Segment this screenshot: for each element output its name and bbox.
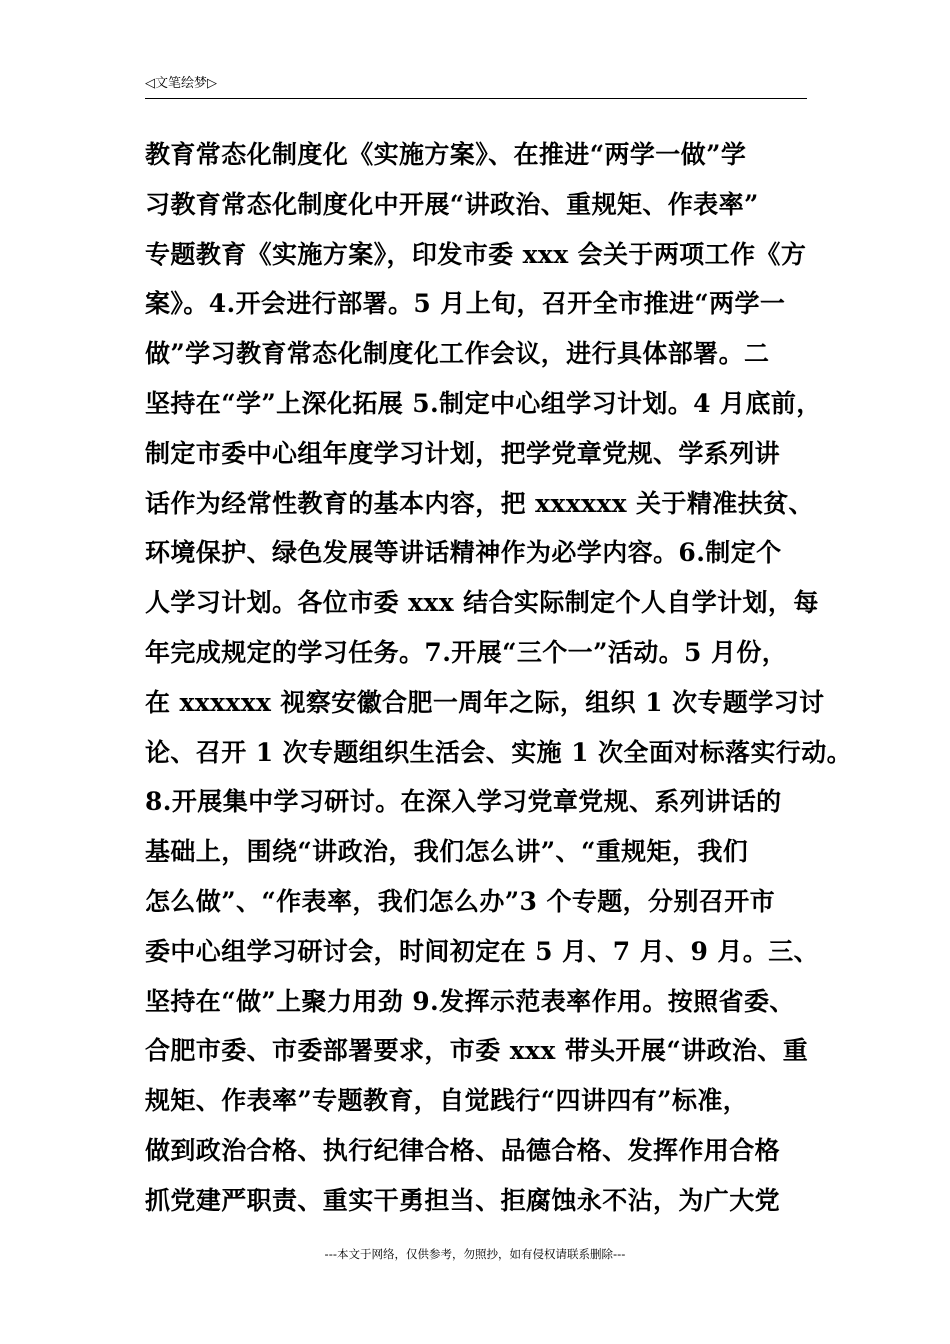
body-line: 人学习计划。各位市委 xxx 结合实际制定个人自学计划，每 <box>145 588 819 618</box>
body-line: 做”学习教育常态化制度化工作会议，进行具体部署。二 <box>145 339 770 369</box>
footer-disclaimer: ---本文于网络，仅供参考，勿照抄，如有侵权请联系删除--- <box>324 1247 626 1261</box>
body-line: 话作为经常性教育的基本内容，把 xxxxxx 关于精准扶贫、 <box>145 488 814 518</box>
page-header <box>145 72 807 99</box>
body-line: 合肥市委、市委部署要求，市委 xxx 带头开展“讲政治、重 <box>145 1036 809 1066</box>
body-line: 在 xxxxxx 视察安徽合肥一周年之际，组织 1 次专题学习讨 <box>145 687 825 717</box>
header-brand: ◁文笔绘梦▷ <box>145 76 217 91</box>
body-line: 案》。4.开会进行部署。5 月上旬，召开全市推进“两学一 <box>145 289 786 319</box>
body-line: 怎么做”、“作表率，我们怎么办”3 个专题，分别召开市 <box>145 886 776 916</box>
body-line: 坚持在“学”上深化拓展 5.制定中心组学习计划。4 月底前， <box>145 388 822 418</box>
body-line: 论、召开 1 次专题组织生活会、实施 1 次全面对标落实行动。 <box>145 737 853 767</box>
body-line: 教育常态化制度化《实施方案》、在推进“两学一做”学 <box>145 140 747 169</box>
body-line: 做到政治合格、执行纪律合格、品德合格、发挥作用合格 <box>145 1135 781 1165</box>
body-line: 制定市委中心组年度学习计划，把学党章党规、学系列讲 <box>145 438 781 468</box>
body-line: 抓党建严职责、重实干勇担当、拒腐蚀永不沾，为广大党 <box>145 1185 781 1215</box>
body-line: 习教育常态化制度化中开展“讲政治、重规矩、作表率” <box>145 189 759 219</box>
body-line: 8.开展集中学习研讨。在深入学习党章党规、系列讲话的 <box>145 787 782 817</box>
body-line: 委中心组学习研讨会，时间初定在 5 月、7 月、9 月。三、 <box>145 936 820 966</box>
body-line: 基础上，围绕“讲政治，我们怎么讲”、“重规矩，我们 <box>145 837 749 867</box>
document-body <box>145 130 853 1226</box>
body-line: 环境保护、绿色发展等讲话精神作为必学内容。6.制定个 <box>145 538 782 568</box>
body-line: 专题教育《实施方案》，印发市委 xxx 会关于两项工作《方 <box>145 239 807 269</box>
body-line: 规矩、作表率”专题教育，自觉践行“四讲四有”标准， <box>145 1086 749 1116</box>
body-line: 年完成规定的学习任务。7.开展“三个一”活动。5 月份， <box>145 637 788 667</box>
body-line: 坚持在“做”上聚力用劲 9.发挥示范表率作用。按照省委、 <box>145 986 795 1016</box>
